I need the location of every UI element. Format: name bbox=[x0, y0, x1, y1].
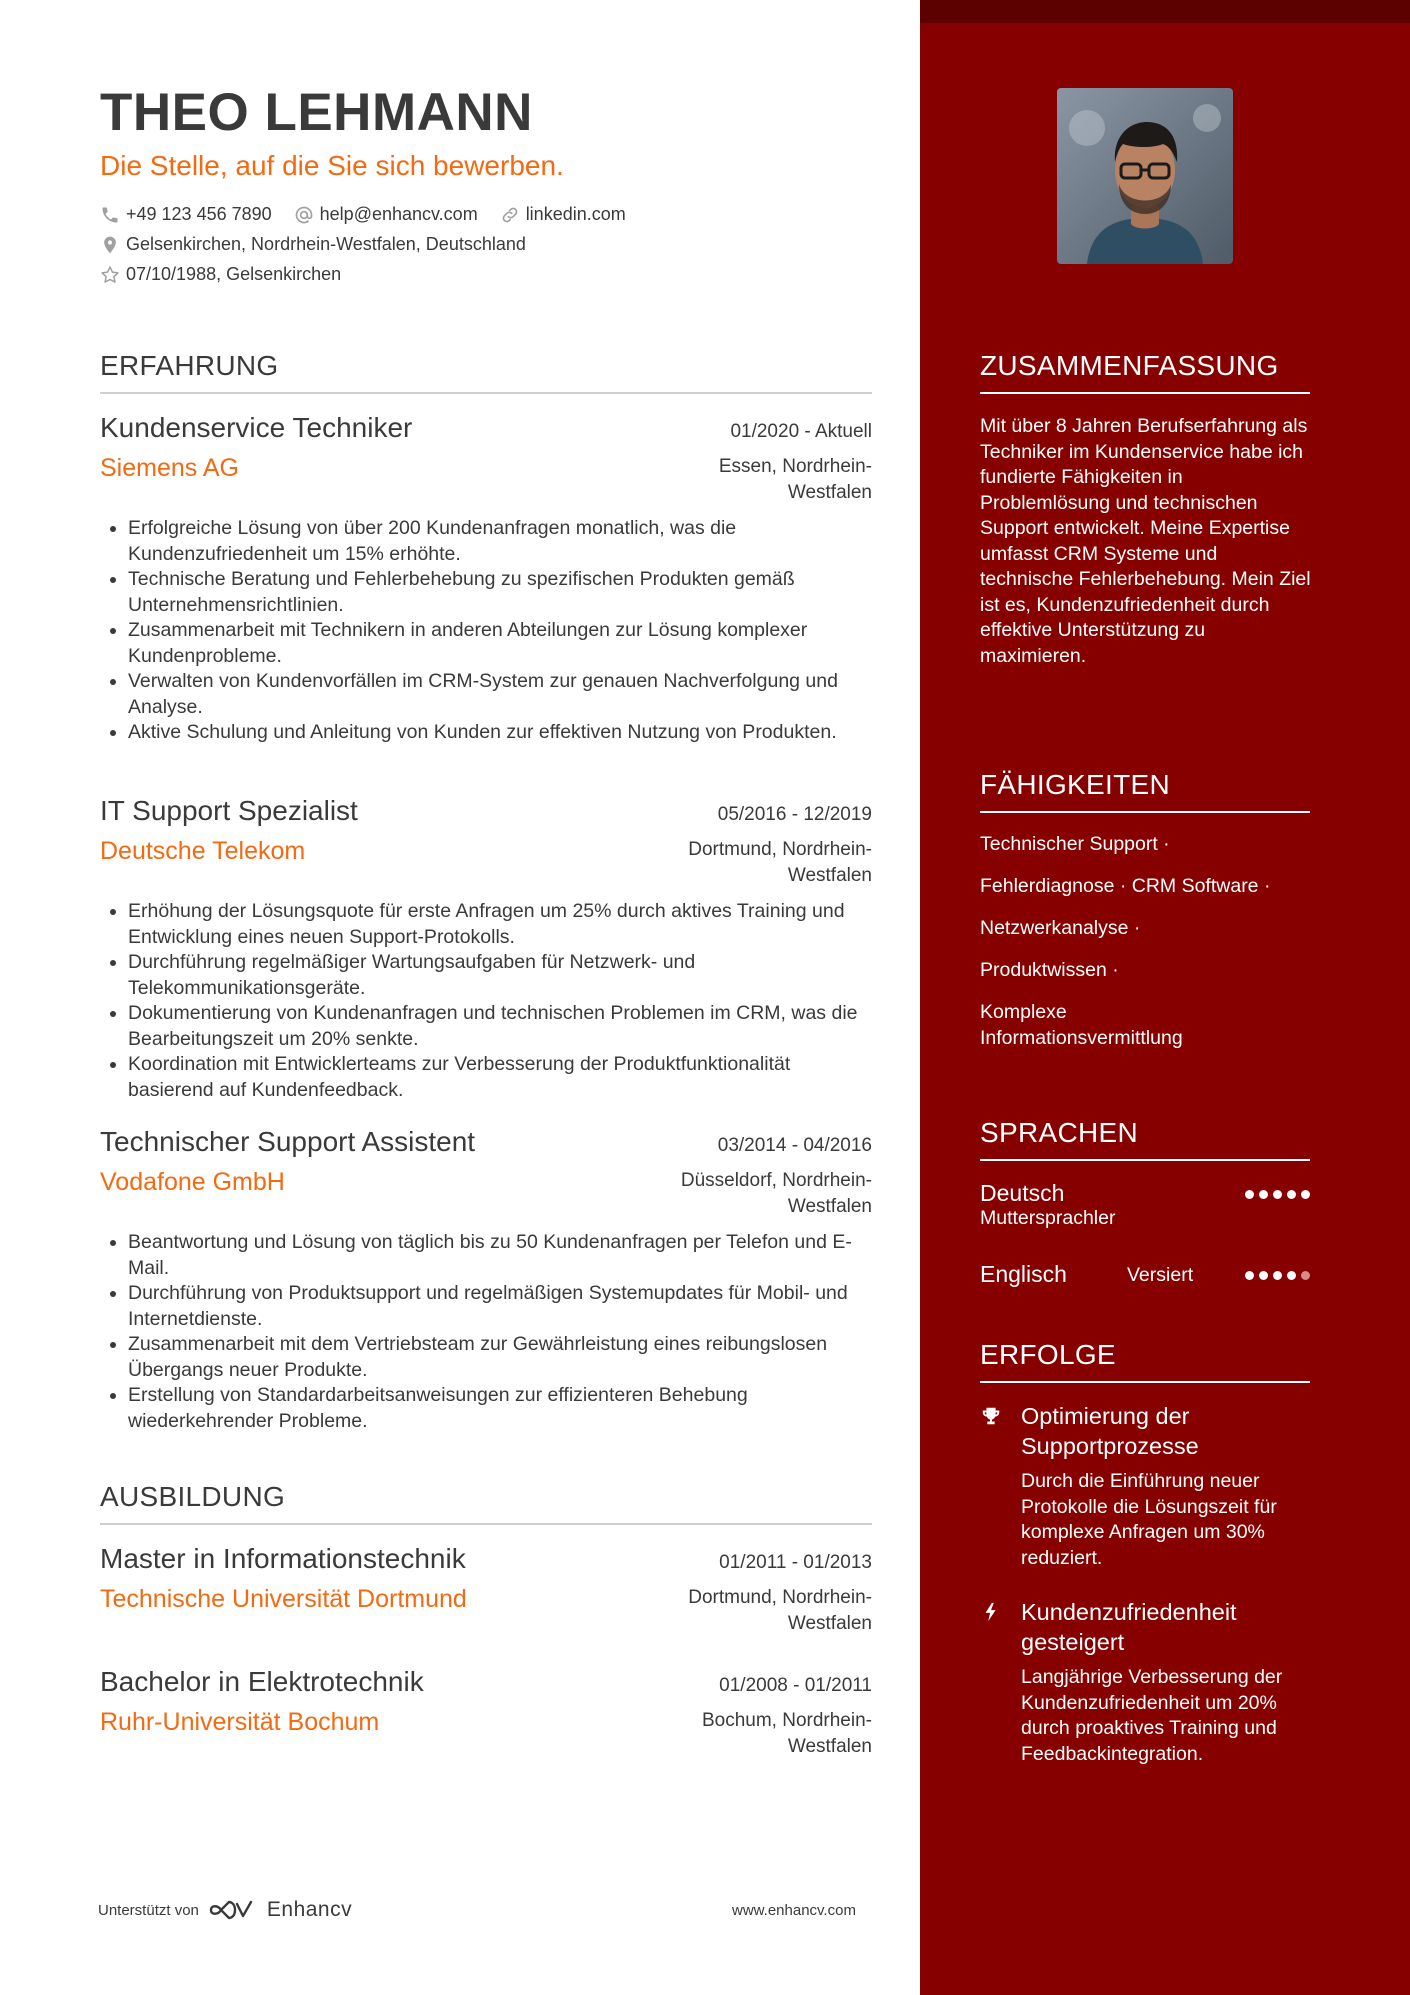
contact-row-2 bbox=[100, 234, 540, 255]
job-entry bbox=[100, 412, 872, 746]
job-bullet: • Verwalten von Kundenvorfällen im CRM-System zur genauen Nachverfolgung und Analyse. bbox=[128, 669, 872, 720]
job-entry bbox=[100, 1126, 872, 1434]
job-bullet: • Koordination mit Entwicklerteams zur Verbesserung der Produktfunktionalität basierend auf Kundenfeedback. bbox=[128, 1052, 872, 1103]
language-level: Versiert bbox=[1127, 1264, 1194, 1286]
rating-dot-filled bbox=[1245, 1271, 1254, 1280]
rating-dot-filled bbox=[1287, 1190, 1296, 1199]
job-title: IT Support Spezialist bbox=[100, 795, 358, 826]
job-location: Düsseldorf, Nordrhein-Westfalen bbox=[680, 1170, 872, 1217]
job-bullet: • Erstellung von Standardarbeitsanweisungen zur effizienteren Behebung wiederkehrender Probleme. bbox=[128, 1383, 872, 1434]
contact-row-3 bbox=[100, 264, 355, 285]
summary-text: Mit über 8 Jahren Berufserfahrung als Techniker im Kundenservice habe ich fundierte Fähigkeiten in Problemlösung und technischen Support entwickelt. Meine Expertise umfasst CRM Systeme und technische Fehlerbehebung. Mein Ziel ist es, Kundenzufriedenheit durch effektive Unterstützung zu maximieren. bbox=[980, 415, 1311, 667]
location-text: Gelsenkirchen, Nordrhein-Westfalen, Deutschland bbox=[126, 234, 526, 254]
language-name: Deutsch bbox=[980, 1180, 1065, 1206]
phone-text: +49 123 456 7890 bbox=[126, 204, 272, 224]
achievement-title: Optimierung der Supportprozesse bbox=[1021, 1403, 1199, 1459]
location-contact bbox=[100, 234, 526, 255]
degree-title: Master in Informationstechnik bbox=[100, 1543, 466, 1574]
job-location: Essen, Nordrhein-Westfalen bbox=[718, 456, 872, 503]
rating-dot-filled bbox=[1245, 1190, 1254, 1199]
education-dates: 01/2008 - 01/2011 bbox=[719, 1675, 872, 1696]
education-entry bbox=[100, 1543, 872, 1637]
profile-photo bbox=[1057, 88, 1233, 264]
achievement-description: Langjährige Verbesserung der Kundenzufriedenheit um 20% durch proaktives Training und Feedbackintegration. bbox=[1021, 1666, 1283, 1765]
birth-text: 07/10/1988, Gelsenkirchen bbox=[126, 264, 342, 284]
language-name: Englisch bbox=[980, 1261, 1067, 1287]
education-location: Dortmund, Nordrhein-Westfalen bbox=[688, 1587, 872, 1634]
phone-icon bbox=[100, 205, 120, 225]
powered-by-text: Unterstützt von bbox=[98, 1901, 199, 1919]
achievement-item bbox=[980, 1401, 1320, 1571]
skill-line: Technischer Support · bbox=[980, 833, 1170, 855]
rating-dot-filled bbox=[1273, 1271, 1282, 1280]
link-icon bbox=[500, 205, 520, 225]
skill-line: Netzwerkanalyse · bbox=[980, 917, 1141, 939]
education-entry bbox=[100, 1666, 872, 1760]
job-dates: 01/2020 - Aktuell bbox=[730, 421, 872, 442]
job-title: Kundenservice Techniker bbox=[100, 412, 413, 443]
rating-dot-filled bbox=[1273, 1190, 1282, 1199]
rating-dot-filled bbox=[1259, 1271, 1268, 1280]
job-bullet: • Durchführung regelmäßiger Wartungsaufgaben für Netzwerk- und Telekommunikationsgeräte. bbox=[128, 950, 872, 1001]
job-bullet: • Zusammenarbeit mit dem Vertriebsteam zur Gewährleistung eines reibungslosen Übergangs neuer Produkte. bbox=[128, 1332, 872, 1383]
languages-section-title: SPRACHEN bbox=[980, 1117, 1310, 1161]
birth-contact bbox=[100, 264, 341, 285]
skill-line: Produktwissen · bbox=[980, 959, 1119, 981]
linkedin-contact[interactable] bbox=[500, 204, 626, 225]
language-item bbox=[980, 1180, 1310, 1236]
bolt-icon bbox=[980, 1601, 1002, 1623]
job-bullet: • Technische Beratung und Fehlerbehebung zu spezifischen Produkten gemäß Unternehmensrichtlinien. bbox=[128, 567, 872, 618]
sidebar-top-bar bbox=[920, 0, 1410, 23]
job-bullet: • Dokumentierung von Kundenanfragen und technischen Problemen im CRM, was die Bearbeitungszeit um 20% senkte. bbox=[128, 1001, 872, 1052]
job-bullet: • Durchführung von Produktsupport und regelmäßigen Systemupdates für Mobil- und Internetdienste. bbox=[128, 1281, 872, 1332]
contact-row-1 bbox=[100, 204, 640, 225]
job-bullet: • Erfolgreiche Lösung von über 200 Kundenanfragen monatlich, was die Kundenzufriedenheit um 15% erhöhte. bbox=[128, 516, 872, 567]
job-bullets bbox=[100, 516, 872, 746]
job-entry bbox=[100, 795, 872, 1103]
job-bullets bbox=[100, 1230, 872, 1434]
skill-line: Fehlerdiagnose · CRM Software · bbox=[980, 875, 1271, 897]
rating-dot-empty bbox=[1301, 1271, 1310, 1280]
job-dates: 03/2014 - 04/2016 bbox=[717, 1135, 872, 1156]
skills-section-title: FÄHIGKEITEN bbox=[980, 769, 1310, 813]
education-location: Bochum, Nordrhein-Westfalen bbox=[701, 1710, 872, 1757]
experience-section-title: ERFAHRUNG bbox=[100, 350, 872, 394]
email-text: help@enhancv.com bbox=[319, 204, 478, 224]
language-rating bbox=[1245, 1271, 1310, 1280]
job-company: Vodafone GmbH bbox=[100, 1168, 285, 1196]
enhancv-logo-icon bbox=[209, 1898, 257, 1922]
job-bullet: • Aktive Schulung und Anleitung von Kunden zur effektiven Nutzung von Produkten. bbox=[128, 720, 872, 746]
footer-url[interactable]: www.enhancv.com bbox=[732, 1902, 856, 1919]
rating-dot-filled bbox=[1259, 1190, 1268, 1199]
job-company: Deutsche Telekom bbox=[100, 837, 306, 865]
job-dates: 05/2016 - 12/2019 bbox=[717, 804, 872, 825]
language-rating bbox=[1245, 1190, 1310, 1199]
job-bullet: • Zusammenarbeit mit Technikern in anderen Abteilungen zur Lösung komplexer Kundenprobleme. bbox=[128, 618, 872, 669]
brand-name: Enhancv bbox=[266, 1898, 353, 1921]
degree-title: Bachelor in Elektrotechnik bbox=[100, 1666, 424, 1697]
linkedin-text: linkedin.com bbox=[525, 204, 626, 224]
location-pin-icon bbox=[100, 235, 120, 255]
language-level: Muttersprachler bbox=[980, 1207, 1116, 1229]
education-section-title: AUSBILDUNG bbox=[100, 1481, 872, 1525]
job-company: Siemens AG bbox=[100, 454, 239, 482]
skill-line: Komplexe Informationsvermittlung bbox=[980, 1001, 1183, 1049]
candidate-name: THEO LEHMANN bbox=[100, 83, 533, 142]
rating-dot-filled bbox=[1287, 1271, 1296, 1280]
profile-photo-avatar-icon bbox=[1057, 88, 1233, 264]
job-bullet: • Beantwortung und Lösung von täglich bis zu 50 Kundenanfragen per Telefon und E-Mail. bbox=[128, 1230, 872, 1281]
sidebar bbox=[920, 0, 1410, 1995]
trophy-icon bbox=[980, 1405, 1002, 1427]
job-bullets bbox=[100, 899, 872, 1103]
email-contact[interactable] bbox=[294, 204, 478, 225]
at-icon bbox=[294, 205, 314, 225]
language-item bbox=[980, 1261, 1310, 1295]
school-name: Ruhr-Universität Bochum bbox=[100, 1708, 380, 1736]
achievements-section-title: ERFOLGE bbox=[980, 1339, 1310, 1383]
achievement-item bbox=[980, 1597, 1320, 1767]
star-icon bbox=[100, 265, 120, 285]
job-title: Technischer Support Assistent bbox=[100, 1126, 476, 1157]
achievement-title: Kundenzufriedenheit gesteigert bbox=[1021, 1599, 1237, 1655]
achievement-description: Durch die Einführung neuer Protokolle die Lösungszeit für komplexe Anfragen um 30% reduziert. bbox=[1021, 1470, 1277, 1569]
target-role: Die Stelle, auf die Sie sich bewerben. bbox=[100, 150, 564, 181]
rating-dot-filled bbox=[1301, 1190, 1310, 1199]
footer-powered-by[interactable] bbox=[98, 1898, 352, 1922]
job-bullet: • Erhöhung der Lösungsquote für erste Anfragen um 25% durch aktives Training und Entwicklung eines neuen Support-Protokolls. bbox=[128, 899, 872, 950]
education-dates: 01/2011 - 01/2013 bbox=[719, 1552, 872, 1573]
school-name: Technische Universität Dortmund bbox=[100, 1585, 467, 1613]
summary-section-title: ZUSAMMENFASSUNG bbox=[980, 350, 1310, 394]
job-location: Dortmund, Nordrhein-Westfalen bbox=[688, 839, 872, 886]
phone-contact[interactable] bbox=[100, 204, 272, 225]
